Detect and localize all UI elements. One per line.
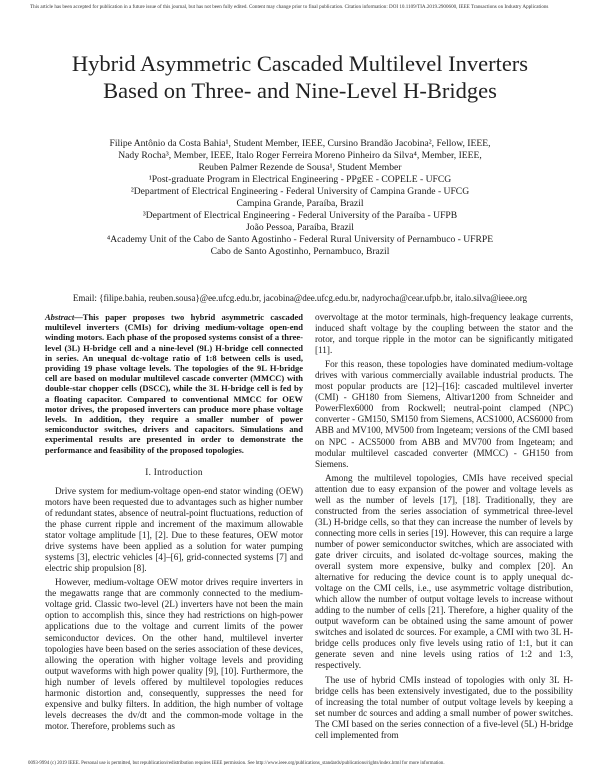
right-column — [315, 312, 573, 744]
author-line: Nady Rocha³, Member, IEEE, Italo Roger Ferreira Moreno Pinheiro da Silva⁴, Member, IEEE, — [118, 150, 482, 161]
section-heading: I. Introduction — [145, 466, 203, 477]
author-line: Reuben Palmer Rezende de Sousa¹, Student Member — [198, 162, 402, 173]
affiliation-line: ¹Post-graduate Program in Electrical Engineering - PPgEE - COPELE - UFCG — [148, 174, 452, 185]
copyright-footer: 0093-9994 (c) 2019 IEEE. Personal use is permitted, but republication/redistribution requires IEEE permission. See http://www.ieee.org/publications_standards/publications/rights/index.html for more information. — [28, 761, 445, 766]
body-paragraph: However, medium-voltage OEW motor drives require inverters in the megawatts range that are commonly connected to the medium-voltage grid. Classic two-level (2L) inverters have not been the main option to accomplish this, since they had restrictions on high-power applications due to the voltage and current limits of the power semiconductor devices. On the other hand, multilevel inverter topologies have been based on the series association of these devices, allowing the operation with higher voltage levels and providing output waveforms with high power quality [9], [10]. Furthermore, the high number of levels offered by multilevel topologies reduces harmonic distortion and, consequently, suppresses the need for expensive and bulky filters. In addition, the high number of voltage levels decreases the dv/dt and the common-mode voltage in the motor. Therefore, problems such as — [45, 577, 303, 731]
title-line-2: Based on Three- and Nine-Level H-Bridges — [103, 78, 497, 103]
affiliation-line: João Pessoa, Paraíba, Brazil — [246, 222, 354, 233]
body-paragraph: Among the multilevel topologies, CMIs have received special attention due to easy expansion of the power and voltage levels as well as the number of levels [17], [18]. Traditionally, they are constructed from the series association of symmetrical three-level (3L) H-bridge cells, so that they can increase the number of levels by connecting more cells in series [19]. However, this can require a large number of power semiconductor switches, which are associated with gate driver circuits, and isolated dc-voltage sources, making the overall system more expensive, bulky and complex [20]. An alternative for reducing the device count is to apply unequal dc-voltage on the CMI cells, i.e., use asymmetric voltage distribution, which allow the number of output voltage levels to increase without adding to the number of cells [21]. Therefore, a higher quality of the output waveform can be obtained using the same amount of power switches and isolated dc sources. For example, a CMI with two 3L H-bridge cells produces only five levels using ratio of 1:1, but it can generate seven and nine levels using ratios of 1:2 and 1:3, respectively. — [315, 472, 573, 671]
author-emails: Email: {filipe.bahia, reuben.sousa}@ee.ufcg.edu.br, jacobina@dee.ufcg.edu.br, nadyrocha@cear.ufpb.br, italo.silva@ieee.org — [72, 293, 528, 303]
body-paragraph: The use of hybrid CMIs instead of topologies with only 3L H-bridge cells has been extensively investigated, due to the possibility of increasing the total number of output voltage levels by keeping a set number dc sources and adding a small number of power switches. The CMI based on the series connection of a five-level (5L) H-bridge cell implemented from — [315, 674, 573, 740]
affiliation-line: ⁴Academy Unit of the Cabo de Santo Agostinho - Federal Rural University of Pernambuco - UFRPE — [106, 234, 494, 245]
affiliation-line: ²Department of Electrical Engineering - Federal University of Campina Grande - UFCG — [130, 186, 470, 197]
author-line: Filipe Antônio da Costa Bahia¹, Student Member, IEEE, Cursino Brandão Jacobina², Fellow, IEEE, — [109, 138, 491, 149]
author-block — [60, 138, 540, 258]
abstract — [45, 312, 303, 455]
abstract-label: Abstract — [45, 312, 75, 322]
affiliation-line: ³Department of Electrical Engineering - Federal University of the Paraíba - UFPB — [142, 210, 458, 221]
affiliation-line: Cabo de Santo Agostinho, Pernambuco, Brazil — [210, 246, 390, 257]
body-paragraph: overvoltage at the motor terminals, high-frequency leakage currents, induced shaft voltage by the coupling between the stator and the rotor, and torque ripple in the motor can be significantly mitigated [11]. — [315, 312, 573, 356]
affiliation-line: Campina Grande, Paraíba, Brazil — [236, 198, 364, 209]
abstract-text: —This paper proposes two hybrid asymmetric cascaded multilevel inverters (CMIs) for driving medium-voltage open-end winding motors. Each phase of the proposed systems consist of a three-level (3L) H-bridge cell and a nine-level (9L) H-bridge cell connected in series. An unequal dc-voltage ratio of 1:8 between cells is used, providing 19 phase voltage levels. The topologies of the 9L H-bridge cell are based on modular multilevel cascade converter (MMCC) with double-star chopper cells (DSCC), while the 3L H-bridge cell is fed by a floating capacitor. Compared to conventional MMCC for OEW motor drives, the proposed inverters can produce more phase voltage levels. In addition, they require a smaller number of power semiconductor switches, drivers and capacitors. Simulations and experimental results are presented in order to demonstrate the performance and feasibility of the proposed topologies. — [45, 312, 303, 455]
paper-title — [0, 50, 600, 104]
body-paragraph: Drive system for medium-voltage open-end stator winding (OEW) motors have been requested due to advantages such as higher number of redundant states, absence of neutral-point fluctuations, reduction of the phase current ripple and increment of the maximum allowable stator voltage amplitude [1], [2]. Due to these features, OEW motor drive systems have been applied as a solution for water pumping systems [3], electric vehicles [4]–[6], grid-connected systems [7] and electric ship propulsion [8]. — [45, 485, 303, 574]
journal-header-note: This article has been accepted for publication in a future issue of this journal, but has not been fully edited. Content may change prior to final publication. Citation information: DOI 10.1109/TIA.2019.2900600, IEEE Transactions on Industry Applications — [30, 4, 549, 10]
body-paragraph: For this reason, these topologies have dominated medium-voltage drives with various commercially available industrial products. The most popular products are [12]–[16]: cascaded multilevel inverter (CMI) - GH180 from Siemens, Altivar1200 from Schneider and PowerFlex6000 from Rockwell; neutral-point clamped (NPC) converter - GM150, SM150 from Siemens, ACS1000, ACS6000 from ABB and MV100, MV500 from Ingeteam; versions of the CMI based on NPC - ACS5000 from ABB and MV700 from Ingeteam; and modular multilevel cascaded converter (MMCC) - GH150 from Siemens. — [315, 359, 573, 469]
left-column — [45, 312, 303, 735]
title-line-1: Hybrid Asymmetric Cascaded Multilevel Inverters — [71, 51, 529, 76]
